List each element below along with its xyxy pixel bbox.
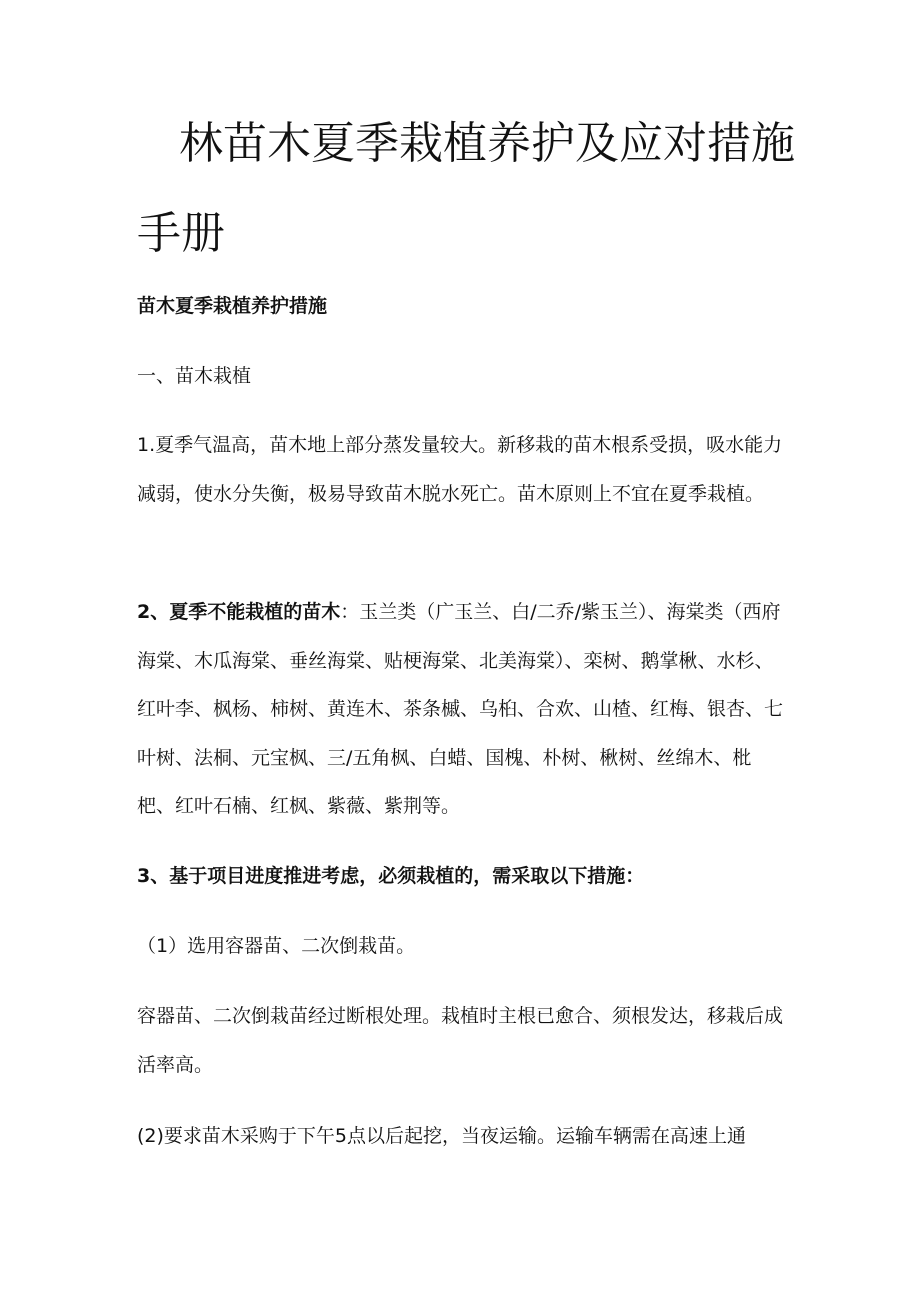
part-one-heading: 一、苗木栽植 <box>137 365 252 387</box>
section-heading: 苗木夏季栽植养护措施 <box>137 295 328 317</box>
paragraph-2-text: ：玉兰类（广玉兰、白/二乔/紫玉兰）、海棠类（西府海棠、木瓜海棠、垂丝海棠、贴梗海棠、北美海棠）、栾树、鹅掌楸、水杉、红叶李、枫杨、柿树、黄连木、茶条槭、乌桕、合欢、山楂、红梅、银杏、七叶树、法桐、元宝枫、三/五角枫、白蜡、国槐、朴树、楸树、丝绵木、枇杷、红叶石楠、红枫、紫薇、紫荆等。 <box>137 601 784 817</box>
paragraph-2-label: 2、夏季不能栽植的苗木 <box>137 601 341 623</box>
paragraph-3: 3、基于项目进度推进考虑，必须栽植的，需采取以下措施： <box>137 865 645 887</box>
paragraph-6: (2)要求苗木采购于下午5点以后起挖，当夜运输。运输车辆需在高速上通 <box>137 1125 747 1147</box>
document-title <box>137 99 795 279</box>
paragraph-5: 容器苗、二次倒栽苗经过断根处理。栽植时主根已愈合、须根发达，移栽后成活率高。 <box>137 1005 784 1076</box>
paragraph-4: （1）选用容器苗、二次倒栽苗。 <box>137 935 416 957</box>
title-line-2: 手册 <box>137 208 225 259</box>
title-line-1: 林苗木夏季栽植养护及应对措施 <box>179 118 795 169</box>
paragraph-2 <box>137 588 789 831</box>
paragraph-1: 1.夏季气温高，苗木地上部分蒸发量较大。新移栽的苗木根系受损，吸水能力减弱，使水分失衡，极易导致苗木脱水死亡。苗木原则上不宜在夏季栽植。 <box>137 434 783 505</box>
